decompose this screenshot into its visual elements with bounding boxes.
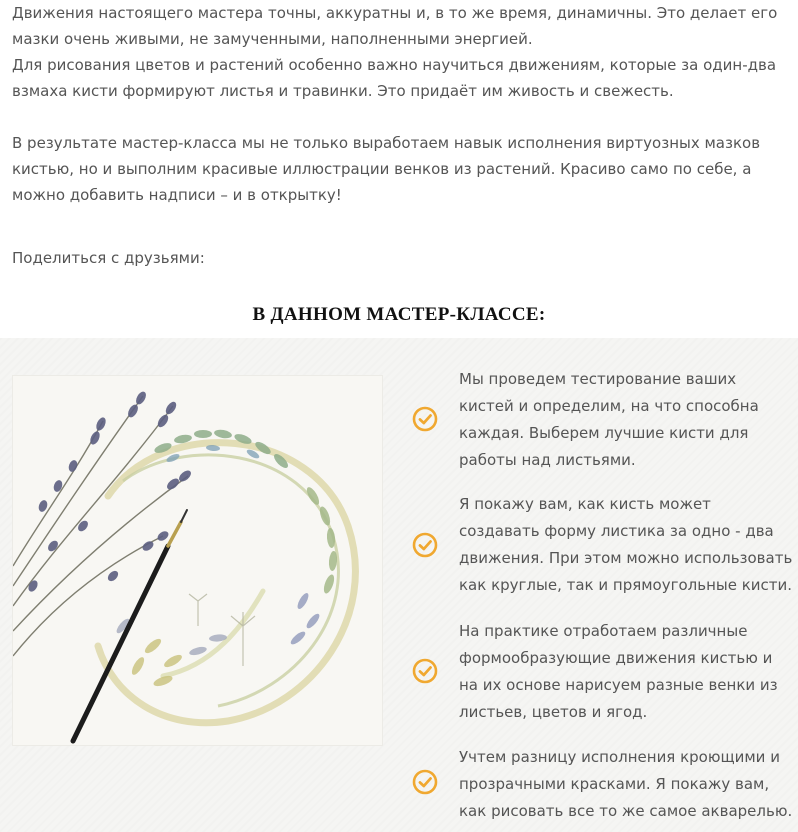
intro-paragraph: Движения настоящего мастера точны, аккуратны и, в то же время, динамичны. Это делает его мазки очень живыми, не замученными, наполненными энергией. [12, 4, 778, 48]
wreath-photo [13, 376, 382, 745]
check-circle-icon [412, 406, 438, 432]
intro-paragraph: Для рисования цветов и растений особенно важно научиться движениям, которые за один-два взмаха кисти формируют листья и травинки. Это придаёт им живость и свежесть. [12, 56, 777, 100]
intro-paragraph: В результате мастер-класса мы не только выработаем навык исполнения виртуозных мазков кистью, но и выполним красивые иллюстрации венков из растений. Красиво само по себе, а можно добавить надписи – и в открытку! [12, 134, 761, 204]
check-circle-icon [412, 769, 438, 795]
feature-text: Мы проведем тестирование ваших кистей и определим, на что способна каждая. Выберем лучшие кисти для работы над листьями. [459, 370, 759, 469]
feature-text: На практике отработаем различные формообразующие движения кистью и на их основе нарисуем разные венки из листьев, цветов и ягод. [459, 622, 778, 721]
paragraph-gap [12, 104, 788, 130]
check-circle-icon [412, 532, 438, 558]
check-circle-icon [412, 658, 438, 684]
feature-text: Учтем разницу исполнения кроющими и прозрачными красками. Я покажу вам, как рисовать все то же самое акварелью. [459, 748, 793, 820]
section-title: В ДАННОМ МАСТЕР-КЛАССЕ: [252, 304, 546, 325]
share-label: Поделиться с друзьями: [12, 249, 205, 267]
intro-text [12, 0, 788, 208]
feature-text: Я покажу вам, как кисть может создавать форму листика за одно - два движения. При этом можно использовать как круглые, так и прямоугольные кисти. [459, 495, 793, 594]
